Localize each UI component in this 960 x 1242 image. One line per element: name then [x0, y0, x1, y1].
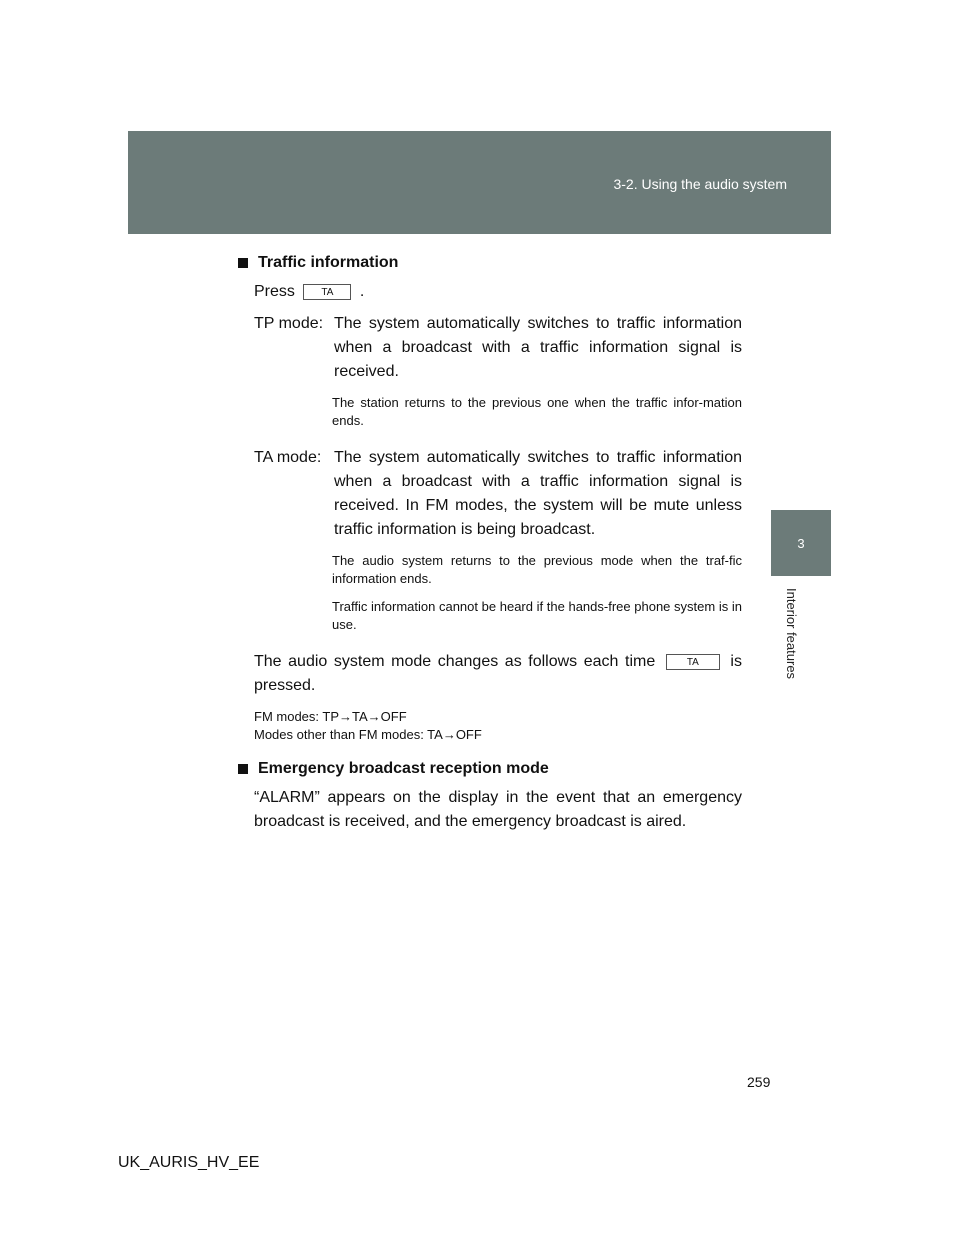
header-band: [128, 131, 831, 234]
main-content: [232, 254, 742, 834]
ta-mode-label: TA mode:: [254, 449, 322, 466]
square-bullet-icon: [238, 258, 248, 268]
tp-mode-label: TP mode:: [254, 315, 324, 332]
chapter-title: Interior features: [784, 588, 799, 680]
ta-mode-row: [232, 446, 742, 542]
ta-mode-note-2: Traffic information cannot be heard if the hands-free phone system is in use.: [332, 599, 742, 632]
ta-mode-text: The system automatically switches to traffic information when a broadcast with a traffic information signal is received. In FM modes, the system will be mute unless traffic information is being broadcast.: [334, 449, 742, 538]
page-number: 259: [747, 1074, 771, 1090]
document-code: UK_AURIS_HV_EE: [118, 1154, 260, 1171]
tp-mode-note: The station returns to the previous one when the traffic infor-mation ends.: [332, 395, 742, 428]
traffic-info-heading: Traffic information: [232, 254, 742, 272]
emergency-heading: Emergency broadcast reception mode: [232, 760, 742, 778]
square-bullet-icon: [238, 764, 248, 774]
section-title: 3-2. Using the audio system: [613, 176, 787, 192]
ta-button-icon: TA: [666, 654, 720, 670]
tp-mode-text: The system automatically switches to traffic information when a broadcast with a traffic information signal is received.: [334, 315, 742, 380]
tp-mode-row: [232, 312, 742, 384]
other-modes-line: Modes other than FM modes: TA→OFF: [254, 727, 482, 742]
emergency-text: “ALARM” appears on the display in the event that an emergency broadcast is received, and the emergency broadcast is aired.: [254, 789, 742, 830]
chapter-number-tab: 3: [771, 510, 831, 576]
cycle-text: The audio system mode changes as follows each time TA is pressed.: [254, 653, 742, 694]
ta-mode-note-1: The audio system returns to the previous mode when the traf-fic information ends.: [332, 553, 742, 586]
ta-button-icon: TA: [303, 284, 351, 300]
mode-cycle-list: [232, 708, 742, 744]
press-instruction: Press TA .: [254, 283, 365, 300]
fm-modes-line: FM modes: TP→TA→OFF: [254, 709, 407, 724]
